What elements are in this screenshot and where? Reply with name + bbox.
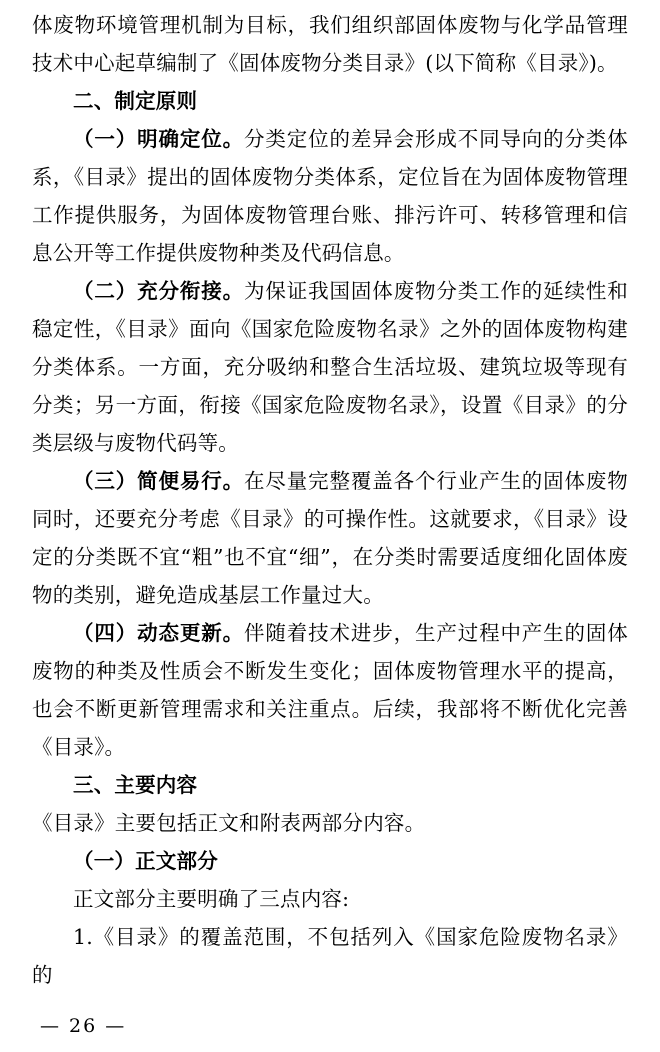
heading-main-content [32,766,628,804]
paragraph-three-points [32,880,628,918]
document-body [32,6,628,1000]
paragraph-text: 正文部分主要明确了三点内容: [73,887,350,911]
paragraph-dynamic-update [32,614,628,766]
paragraph-clear-position [32,120,628,272]
paragraph-text: 1.《目录》的覆盖范围，不包括列入《国家危险废物名录》的 [32,925,628,987]
paragraph-full-connection [32,272,628,462]
heading-text: 三、主要内容 [73,773,198,797]
paragraph-intro-continued [32,6,628,82]
paragraph-text: 分类定位的差异会形成不同导向的分类体系，《目录》提出的固体废物分类体系，定位旨在为固体废物管理工作提供服务，为固体废物管理台账、排污许可、转移管理和信息公开等工作提供废物种类及代码信息。 [32,127,628,265]
paragraph-lead: （二）充分衔接。 [73,279,244,303]
paragraph-text: 在尽量完整覆盖各个行业产生的固体废物同时，还要充分考虑《目录》的可操作性。这就要求，《目录》设定的分类既不宜“粗”也不宜“细”，在分类时需要适度细化固体废物的类别，避免造成基层工作量过大。 [32,469,628,607]
paragraph-lead: （一）明确定位。 [73,127,244,151]
paragraph-text: 《目录》主要包括正文和附表两部分内容。 [32,811,426,835]
heading-text: （一）正文部分 [73,849,218,873]
heading-text: 二、制定原则 [73,89,198,113]
heading-principles [32,82,628,120]
page-footer [32,1000,628,1052]
paragraph-lead: （四）动态更新。 [73,621,244,645]
paragraph-simple-practice [32,462,628,614]
paragraph-content-summary [32,804,628,842]
paragraph-item-1 [32,918,628,994]
page-number: — 26 — [40,1015,127,1037]
paragraph-text: 体废物环境管理机制为目标，我们组织部固体废物与化学品管理技术中心起草编制了《固体废物分类目录》(以下简称《目录》)。 [32,13,628,75]
heading-main-text-part [32,842,628,880]
paragraph-text: 为保证我国固体废物分类工作的延续性和稳定性，《目录》面向《国家危险废物名录》之外的固体废物构建分类体系。一方面，充分吸纳和整合生活垃圾、建筑垃圾等现有分类；另一方面，衔接《国家危险废物名录》，设置《目录》的分类层级与废物代码等。 [32,279,628,455]
paragraph-lead: （三）简便易行。 [73,469,244,493]
paragraph-text: 伴随着技术进步，生产过程中产生的固体废物的种类及性质会不断发生变化；固体废物管理水平的提高，也会不断更新管理需求和关注重点。后续，我部将不断优化完善《目录》。 [32,621,628,759]
